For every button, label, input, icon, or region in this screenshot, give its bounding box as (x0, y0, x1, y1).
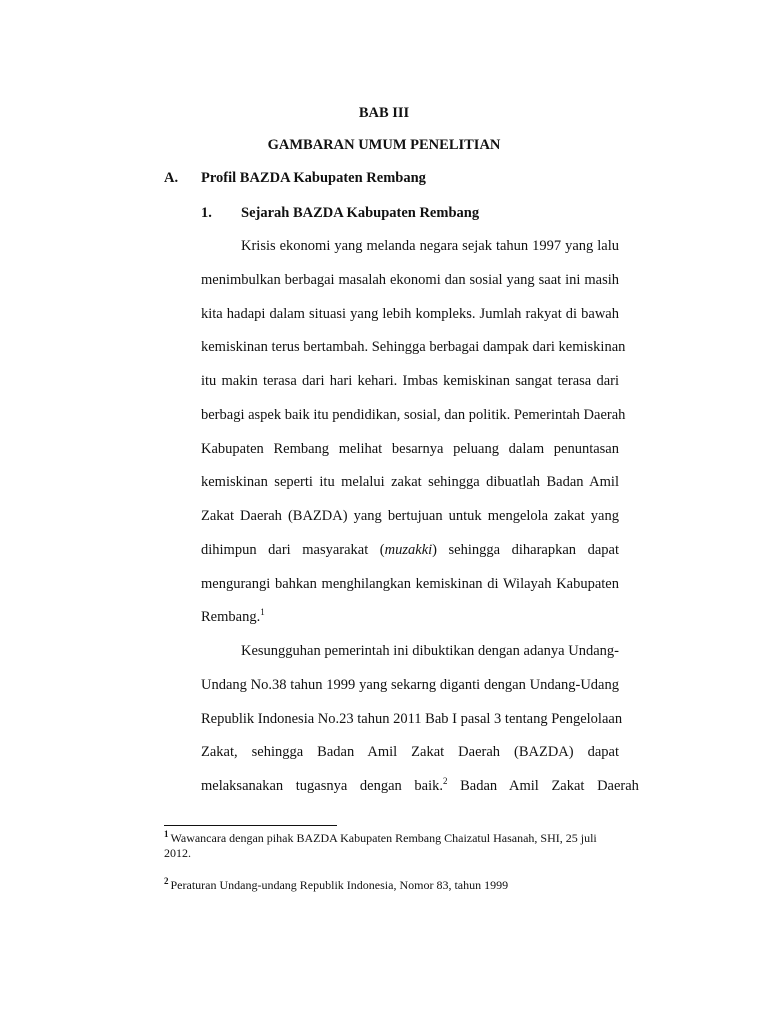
paragraph-line: itu makin terasa dari hari kehari. Imbas kemiskinan sangat terasa dari (201, 373, 619, 389)
paragraph-line: melaksanakan tugasnya dengan baik.$^2$ Badan Amil Zakat Daerah (201, 776, 639, 794)
footnote-divider (164, 825, 337, 826)
chapter-label: BAB III (358, 105, 410, 121)
paragraph-line: Republik Indonesia No.23 tahun 2011 Bab I pasal 3 tentang Pengelolaan (201, 711, 623, 727)
italic-term: muzakki (384, 542, 433, 558)
footnote-text: Peraturan Undang-undang Republik Indonesia, Nomor 83, tahun 1999 (170, 878, 509, 892)
footnote-ref[interactable]: 1 (260, 607, 265, 618)
footnote (164, 878, 624, 893)
footnote (164, 831, 624, 861)
footnote-ref[interactable]: 2 (443, 776, 448, 787)
section-title: Profil BAZDA Kabupaten Rembang (201, 170, 426, 186)
paragraph-line: Kesungguhan pemerintah ini dibuktikan dengan adanya Undang- (241, 643, 619, 659)
paragraph-line: kita hadapi dalam situasi yang lebih kompleks. Jumlah rakyat di bawah (201, 306, 619, 322)
paragraph-line: kemiskinan terus bertambah. Sehingga berbagai dampak dari kemiskinan (201, 339, 626, 355)
paragraph-line: dihimpun dari masyarakat (muzakki) sehingga diharapkan dapat (201, 542, 619, 558)
paragraph-line: Zakat Daerah (BAZDA) yang bertujuan untuk mengelola zakat yang (201, 508, 619, 524)
subsection-title: Sejarah BAZDA Kabupaten Rembang (241, 205, 480, 221)
paragraph-line: berbagi aspek baik itu pendidikan, sosial, dan politik. Pemerintah Daerah (201, 407, 626, 423)
paragraph-line: kemiskinan seperti itu melalui zakat sehingga dibuatlah Badan Amil (201, 474, 619, 490)
paragraph-line: Rembang.$^1$ (201, 607, 265, 625)
footnote-number: 1 (164, 829, 169, 839)
paragraph-line: menimbulkan berbagai masalah ekonomi dan sosial yang saat ini masih (201, 272, 619, 288)
footnote-text: Wawancara dengan pihak BAZDA Kabupaten Rembang Chaizatul Hasanah, SHI, 25 juli 2012. (164, 831, 597, 860)
chapter-title: GAMBARAN UMUM PENELITIAN (267, 137, 501, 153)
section-number: A. (164, 170, 179, 186)
paragraph-line: mengurangi bahkan menghilangkan kemiskinan di Wilayah Kabupaten (201, 576, 619, 592)
paragraph-line: Kabupaten Rembang melihat besarnya peluang dalam penuntasan (201, 441, 619, 457)
footnote-number: 2 (164, 876, 169, 886)
subsection-number: 1. (201, 205, 212, 221)
paragraph-line: Undang No.38 tahun 1999 yang sekarng diganti dengan Undang-Udang (201, 677, 619, 693)
paragraph-line: Krisis ekonomi yang melanda negara sejak tahun 1997 yang lalu (241, 238, 619, 254)
paragraph-line: Zakat, sehingga Badan Amil Zakat Daerah (BAZDA) dapat (201, 744, 619, 760)
